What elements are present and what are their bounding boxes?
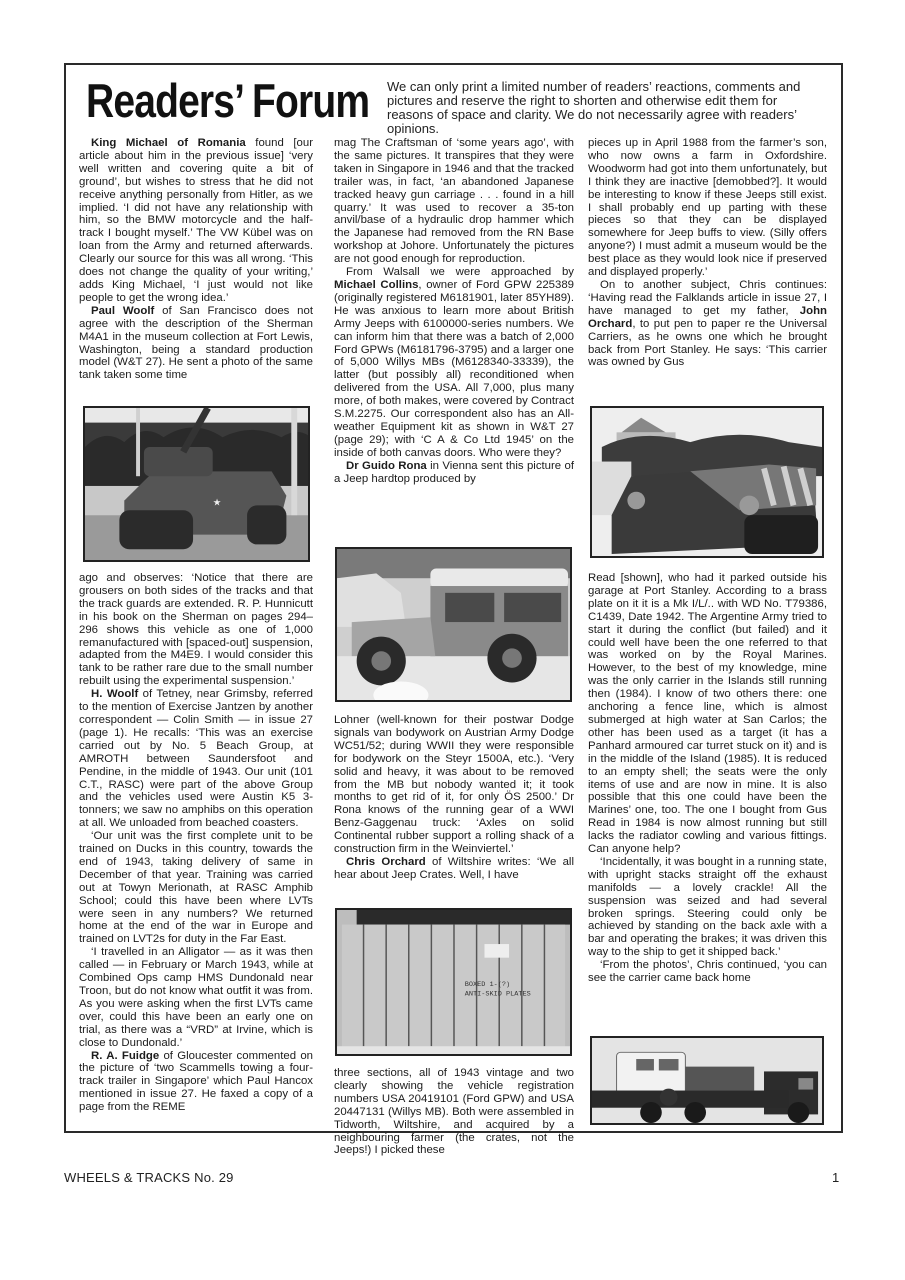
- page-title: Readers’ Forum: [86, 74, 370, 127]
- column-2-bottom: [334, 1067, 574, 1157]
- column-3-top: [588, 137, 827, 369]
- jeep-crate-photo: [335, 908, 572, 1056]
- column-1-top: [79, 137, 313, 382]
- universal-carrier-photo: [590, 406, 824, 558]
- paragraph: ‘From the photos’, Chris continued, ‘you can see the carrier came back home: [588, 959, 827, 985]
- paragraph: R. A. Fuidge of Gloucester commented on the picture of ‘two Scammells towing a four-track trailer in Singapore’ which Paul Hancox mentioned in issue 27. He faxed a copy of a page from the REME: [79, 1049, 313, 1114]
- paragraph: ‘Incidentally, it was bought in a running state, with upright stacks straight off the exhaust manifolds — a lovely crackle! All the suspension was seized and had several broken springs. Steering could only be achieved by standing on the back axle with a bar and operating the brakes; it was driven this way to the ship to get it shipped back.’: [588, 855, 827, 959]
- column-3-middle: [588, 572, 827, 985]
- carrier-transporter-photo: [590, 1036, 824, 1125]
- paragraph: Read [shown], who had it parked outside his garage at Port Stanley. According to a brass plate on it it is a Mk I/L/.. with WD No. T79386, C1439, Date 1942. The Argentine Army tried to start it during the conflict (but failed) and it could well have been the one referred to that was worked on by the Royal Marines. However, to the best of my knowledge, mine was the only carrier in the Islands still running then (1984). I know of two others there: one anchoring a fence line, which is almost submerged at high water at San Carlos; the other has been used as a target (it has a Panhard armoured car turret stuck on it) and is in the middle of the Island (1985). It is reduced to an empty shell; the seats were the only items of use and are now in mine. It is also possible that this one could have been the Marines’ one, too. The one I bought from Gus Read in 1984 is now almost running but still lacks the radiator cowling and various fittings. Can anyone help?: [588, 572, 827, 856]
- paragraph: King Michael of Romania found [our article about him in the previous issue] ‘very well written and covering quite a bit of ground’, but wishes to stress that he did not receive anything personally from Hitler, as we implied. ‘I did not have any relationship with him, so the BMW motorcycle and the half-track I bought myself.’ The VW Kübel was on loan from the Army and returned afterwards. Clearly our source for this was all wrong. ‘This does not change the quality of your writing,’ adds King Michael, ‘I just would not like people to get the wrong idea.’: [79, 137, 314, 304]
- jeep-hardtop-photo: [335, 547, 572, 702]
- paragraph: Lohner (well-known for their postwar Dodge signals van bodywork on Austrian Army Dodge WC51/52; during WWII they were responsible for bodywork on the Steyr 1500A, etc.). ‘Very solid and heavy, it was about to be removed from the MB but nobody wanted it; it took months to get rid of it, for only ÖS 2500.’ Dr Rona knows of the running gear of a WWI Benz-Gaggenau truck: ‘Axles on solid Continental rubber support a rolling shack of a construction firm in the Weinviertel.’: [334, 714, 574, 856]
- intro-text: We can only print a limited number of readers’ reactions, comments and pictures and reserve the right to shorten and otherwise edit them for reasons of space and clarity. We do not necessarily agree with readers’ opinions.: [387, 79, 801, 136]
- column-1-bottom: [79, 572, 313, 1114]
- paragraph: From Walsall we were approached by Michael Collins, owner of Ford GPW 225389 (originally registered M6181901, later 85YH89). He was anxious to learn more about British Army Jeeps with 6100000-series numbers. We can inform him that there was a batch of 2,000 Ford GPWs (M6181796-3795) and a larger one of 5,000 Willys MBs (M6128340-33339), the latter (but possibly all) reconditioned when delivered from the USA. All 7,000, plus many more, of both makes, were covered by Contract S.M.2275. Our correspondent also has an All-weather Equipment kit as shown in W&T 27 (page 29); with ‘C A & Co Ltd 1945’ on the inside of both canvas doors. Who were they?: [334, 266, 574, 459]
- svg-text:ANTI-SKID PLATES: ANTI-SKID PLATES: [464, 990, 531, 999]
- paragraph: Dr Guido Rona in Vienna sent this picture of a Jeep hardtop produced by: [334, 459, 574, 485]
- publication-name: WHEELS & TRACKS No. 29: [64, 1170, 234, 1185]
- paragraph: H. Woolf of Tetney, near Grimsby, referred to the mention of Exercise Jantzen by another correspondent — Colin Smith — in issue 27 (page 1). He recalls: ‘This was an exercise carried out by No. 5 Beach Group, at AMROTH between Saundersfoot and Pendine, in the middle of 1943. Our unit (101 C.T., RASC) were part of the above Group and the vehicles used were Austin K5 3-tonners; we saw no amphibs on this operation at all. We unloaded from beached coasters.: [79, 688, 313, 830]
- paragraph: pieces up in April 1988 from the farmer’s son, who now owns a farm in Oxfordshire. Woodworm had got into them unfortunately, but I think they are inactive [demobbed?]. It would be interesting to know if these Jeeps still exist. I shall probably end up parting with these pieces so that they can be displayed somewhere for Jeep buffs to view. (Silly offers anyone?) I must admit a museum would be the best place as they would look nice if preserved and displayed properly.’: [588, 137, 827, 279]
- svg-text:★: ★: [212, 497, 222, 509]
- column-2-middle: [334, 714, 574, 882]
- paragraph: ago and observes: ‘Notice that there are grousers on both sides of the tracks and that the track guards are extended. R. P. Hunnicutt in his book on the Sherman on pages 294–296 shows this vehicle as one of 1,000 remanufactured with [spaced-out] suspension, adapted from the M4E9. I would consider this tank to be rather rare due to the small number rebuilt using the experimental suspension.’: [79, 572, 313, 688]
- paragraph: mag The Craftsman of ‘some years ago’, with the same pictures. It transpires that they were taken in Singapore in 1946 and that the tracked trailer was, in fact, ‘an abandoned Japanese tracked heavy gun carriage . . . found in a hill quarry.’ It was used to recover a 35-ton anvil/base of a hydraulic drop hammer which the Japanese had removed from the RN Base workshop at Johore. Unfortunately the pictures are not good enough for reproduction.: [334, 137, 574, 266]
- paragraph: ‘Our unit was the first complete unit to be trained on Ducks in this country, towards the end of 1943, taking delivery of same in December of that year. Training was carried out at Towyn Merionath, at RASC Amphib School; could this have been where LVTs were seen in any numbers? We returned home at the end of the war in Europe and trained on LVT2s for duty in the Far East.: [79, 830, 313, 946]
- paragraph: ‘I travelled in an Alligator — as it was then called — in February or March 1943, while at Combined Ops camp HMS Dundonald near Troon, but do not know what outfit it was from. As you were asking when the first LVTs came over, could this have been an early one on trial, as there was a “VRD” at Irvine, which is close to Dundonald.’: [79, 946, 313, 1049]
- svg-text:BOXED 1-(?): BOXED 1-(?): [464, 980, 511, 989]
- sherman-tank-photo: [83, 406, 310, 562]
- page-number: 1: [832, 1170, 840, 1185]
- column-2-top: [334, 137, 574, 485]
- paragraph: On to another subject, Chris continues: ‘Having read the Falklands article in issue 27, I have managed to get my father, John Orchard, to put pen to paper re the Universal Carriers, as he owns one which he brought back from Port Stanley. He says: ‘This carrier was owned by Gus: [588, 278, 827, 369]
- paragraph: Paul Woolf of San Francisco does not agree with the description of the Sherman M4A1 in the museum collection at Fort Lewis, Washington, being a standard production model (W&T 27). He sent a photo of the same tank taken some time: [79, 304, 314, 382]
- paragraph: three sections, all of 1943 vintage and two clearly showing the vehicle registration numbers USA 20419101 (Ford GPW) and USA 20447131 (Willys MB). Both were assembled in Tidworth, Wiltshire, and acquired by a neighbouring farmer (the crates, not the Jeeps!) I picked these: [334, 1067, 574, 1157]
- paragraph: Chris Orchard of Wiltshire writes: ‘We all hear about Jeep Crates. Well, I have: [334, 855, 574, 881]
